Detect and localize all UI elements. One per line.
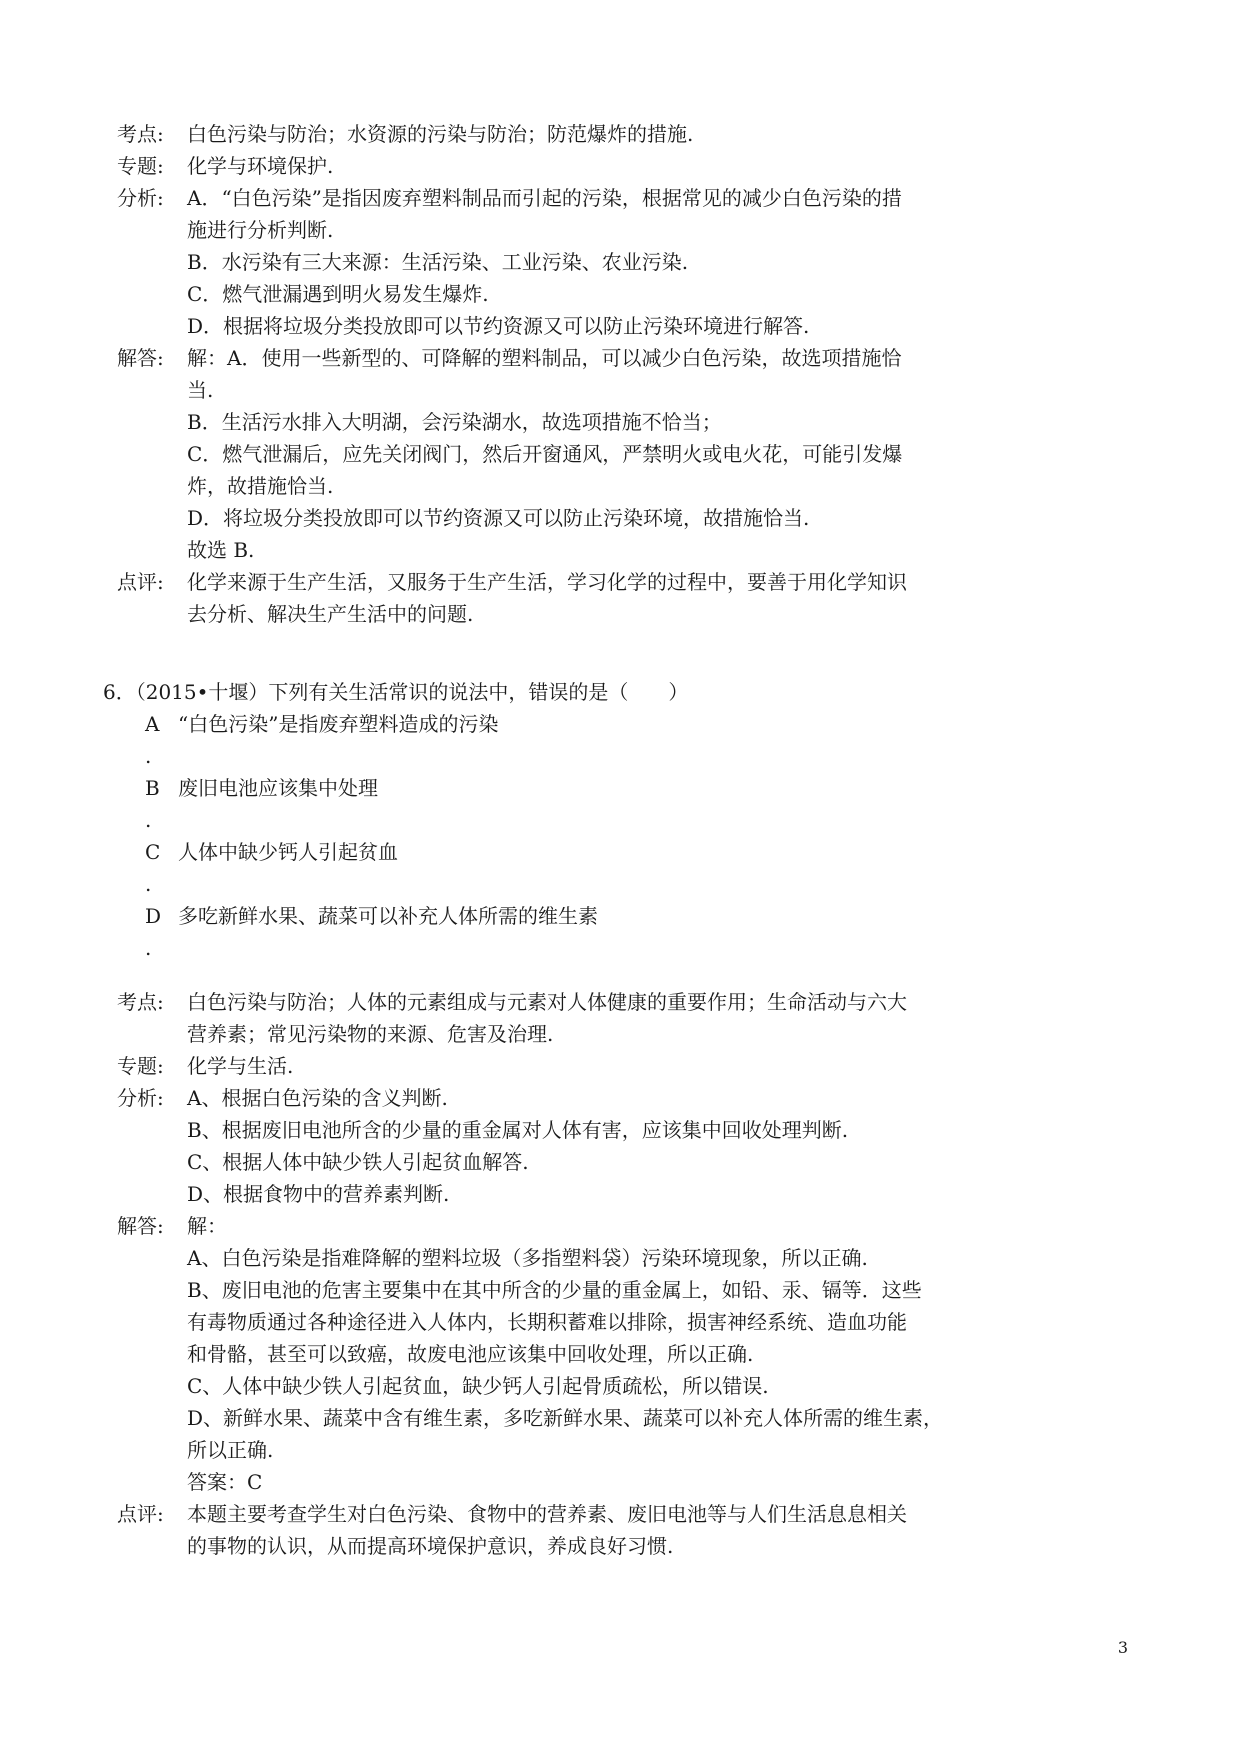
q6-explanation	[117, 986, 997, 1562]
explanation-section	[117, 1498, 997, 1562]
option-a	[145, 708, 598, 740]
q5-explanation	[117, 118, 997, 630]
section-line: B．生活污水排入大明湖，会污染湖水，故选项措施不恰当；	[187, 410, 722, 434]
section-body	[187, 118, 997, 150]
option-text: “白色污染”是指废弃塑料造成的污染	[178, 712, 499, 736]
explanation-section	[117, 986, 997, 1050]
section-label: 分析:	[117, 1086, 164, 1110]
explanation-section	[117, 150, 997, 182]
section-line: 故选 B.	[187, 538, 255, 562]
section-line: A、根据白色污染的含义判断.	[187, 1086, 448, 1110]
option-b	[145, 772, 598, 804]
option-dot: .	[145, 808, 152, 832]
section-line: D、根据食物中的营养素判断.	[187, 1182, 450, 1206]
section-line: 施进行分析判断.	[187, 218, 334, 242]
section-line: 炸，故措施恰当.	[187, 474, 334, 498]
section-line: A、白色污染是指难降解的塑料垃圾（多指塑料袋）污染环境现象，所以正确.	[187, 1246, 868, 1270]
explanation-section	[117, 566, 997, 630]
section-line: 和骨骼，甚至可以致癌，故废电池应该集中回收处理，所以正确.	[187, 1342, 754, 1366]
question-6-options	[145, 708, 598, 964]
section-label: 专题:	[117, 154, 164, 178]
section-body	[187, 566, 997, 630]
section-body	[187, 182, 997, 342]
section-line: 营养素；常见污染物的来源、危害及治理.	[187, 1022, 554, 1046]
section-line: 化学与生活.	[187, 1054, 294, 1078]
explanation-section	[117, 1082, 997, 1210]
option-text: 废旧电池应该集中处理	[178, 776, 378, 800]
option-letter: B	[145, 776, 160, 800]
option-letter: A	[145, 712, 160, 736]
section-body	[187, 150, 997, 182]
section-line: D．根据将垃圾分类投放即可以节约资源又可以防止污染环境进行解答.	[187, 314, 810, 338]
section-label: 考点:	[117, 990, 164, 1014]
option-dot: .	[145, 872, 152, 896]
option-text: 人体中缺少钙人引起贫血	[178, 840, 398, 864]
section-line: D．将垃圾分类投放即可以节约资源又可以防止污染环境，故措施恰当.	[187, 506, 810, 530]
section-line: B、废旧电池的危害主要集中在其中所含的少量的重金属上，如铅、汞、镉等．这些	[187, 1278, 922, 1302]
section-line: B．水污染有三大来源：生活污染、工业污染、农业污染.	[187, 250, 689, 274]
section-label: 解答:	[117, 1214, 164, 1238]
option-c	[145, 836, 598, 868]
question-6-title: 6．（2015•十堰）下列有关生活常识的说法中，错误的是（ ）	[103, 680, 689, 704]
section-line: B、根据废旧电池所含的少量的重金属对人体有害，应该集中回收处理判断.	[187, 1118, 849, 1142]
section-line: A．“白色污染”是指因废弃塑料制品而引起的污染，根据常见的减少白色污染的措	[187, 186, 902, 210]
section-line: 白色污染与防治；水资源的污染与防治；防范爆炸的措施.	[187, 122, 694, 146]
section-body	[187, 1498, 997, 1562]
section-line: C．燃气泄漏后，应先关闭阀门，然后开窗通风，严禁明火或电火花，可能引发爆	[187, 442, 903, 466]
section-body	[187, 986, 997, 1050]
section-label: 点评:	[117, 1502, 164, 1526]
section-line: 当.	[187, 378, 214, 402]
explanation-section	[117, 342, 997, 566]
section-line: C、人体中缺少铁人引起贫血，缺少钙人引起骨质疏松，所以错误.	[187, 1374, 769, 1398]
section-line: 白色污染与防治；人体的元素组成与元素对人体健康的重要作用；生命活动与六大	[187, 990, 907, 1014]
section-label: 专题:	[117, 1054, 164, 1078]
section-line: 本题主要考查学生对白色污染、食物中的营养素、废旧电池等与人们生活息息相关	[187, 1502, 907, 1526]
option-letter: D	[145, 904, 162, 928]
section-body	[187, 1210, 997, 1498]
explanation-section	[117, 118, 997, 150]
page-number: 3	[1117, 1638, 1128, 1657]
section-line: 解：	[187, 1214, 227, 1238]
section-line: D、新鲜水果、蔬菜中含有维生素，多吃新鲜水果、蔬菜可以补充人体所需的维生素，	[187, 1406, 944, 1430]
section-label: 分析:	[117, 186, 164, 210]
option-letter: C	[145, 840, 161, 864]
section-label: 解答:	[117, 346, 164, 370]
section-line: 所以正确.	[187, 1438, 274, 1462]
option-text: 多吃新鲜水果、蔬菜可以补充人体所需的维生素	[178, 904, 598, 928]
section-label: 考点:	[117, 122, 164, 146]
option-dot: .	[145, 744, 152, 768]
section-line: 答案：C	[187, 1470, 263, 1494]
explanation-section	[117, 1050, 997, 1082]
section-line: 有毒物质通过各种途径进入人体内，长期积蓄难以排除，损害神经系统、造血功能	[187, 1310, 907, 1334]
section-line: 化学与环境保护.	[187, 154, 334, 178]
section-line: 解：A．使用一些新型的、可降解的塑料制品，可以减少白色污染，故选项措施恰	[187, 346, 902, 370]
section-label: 点评:	[117, 570, 164, 594]
option-dot: .	[145, 936, 152, 960]
option-d	[145, 900, 598, 932]
section-line: C．燃气泄漏遇到明火易发生爆炸.	[187, 282, 489, 306]
explanation-section	[117, 182, 997, 342]
section-line: C、根据人体中缺少铁人引起贫血解答.	[187, 1150, 529, 1174]
section-line: 去分析、解决生产生活中的问题.	[187, 602, 474, 626]
section-line: 的事物的认识，从而提高环境保护意识，养成良好习惯.	[187, 1534, 674, 1558]
section-body	[187, 1082, 997, 1210]
explanation-section	[117, 1210, 997, 1498]
section-body	[187, 1050, 997, 1082]
section-body	[187, 342, 997, 566]
section-line: 化学来源于生产生活，又服务于生产生活，学习化学的过程中，要善于用化学知识	[187, 570, 907, 594]
